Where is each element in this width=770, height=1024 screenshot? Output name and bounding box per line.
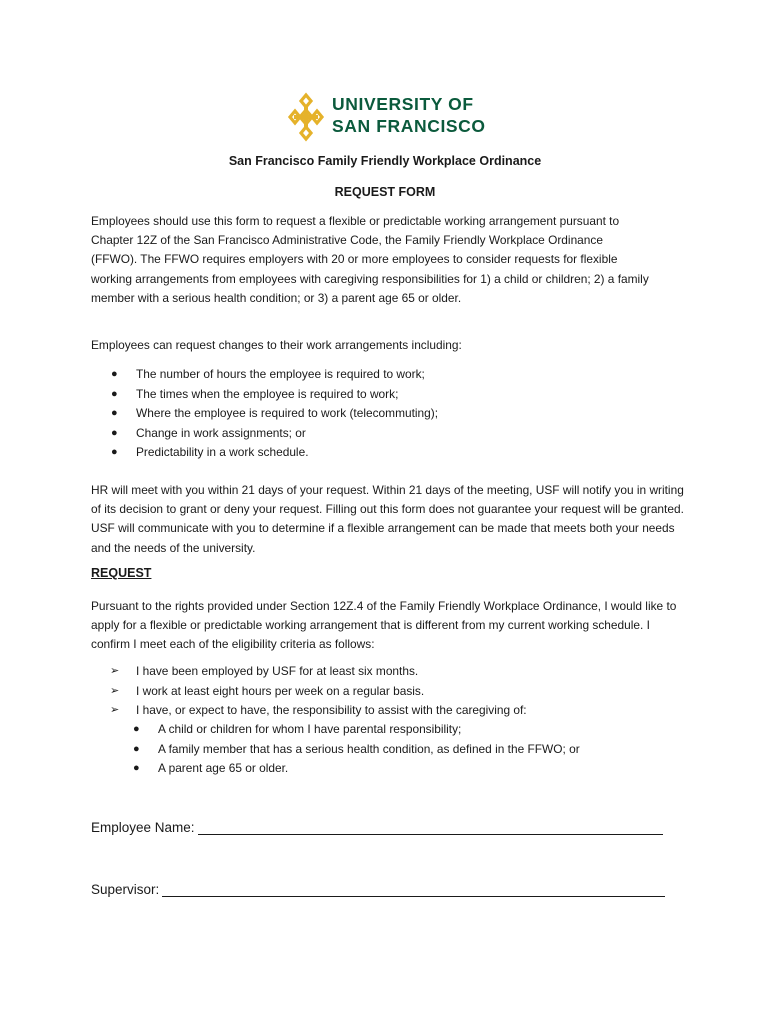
intro-paragraph: Employees should use this form to request a flexible or predictable working arrangement pursuant to Chapter 12Z of the San Francisco Administrative Code, the Family Friendly Workplace Ordinance (FFWO). The FFWO requires employers with 20 or more employees to consider requests for flexible working arrangements from employees with caregiving responsibilities for 1) a child or children; 2) a family member with a serious health condition; or 3) a parent age 65 or older. [91,214,649,305]
criteria-list [91,662,527,721]
list-item: ● Where the employee is required to work (telecommuting); [91,404,438,424]
hr-paragraph: HR will meet with you within 21 days of your request. Within 21 days of the meeting, USF will notify you in writing of its decision to grant or deny your request. Filling out this form does not guarantee your request will be granted. USF will communicate with you to determine if a flexible arrangement can be made that meets both your needs and the needs of the university. [91,483,684,555]
supervisor-row [91,882,665,897]
caregiving-list [113,720,580,779]
bullet-icon: ● [133,762,140,775]
usf-logo [284,92,494,142]
logo-line-1: UNIVERSITY OF [332,94,474,114]
list-item: ● A parent age 65 or older. [113,759,580,779]
list-item: ● Predictability in a work schedule. [91,443,438,463]
bullet-icon: ● [133,742,140,755]
employee-name-label: Employee Name: [91,820,195,835]
arrow-bullet-icon: ➢ [110,684,120,697]
request-paragraph: Pursuant to the rights provided under Section 12Z.4 of the Family Friendly Workplace Ordinance, I would like to apply for a flexible or predictable working arrangement that is different from my current working schedule. I confirm I meet each of the eligibility criteria as follows: [91,599,677,652]
bullet-icon: ● [133,723,140,735]
list-item: ● A child or children for whom I have parental responsibility; [113,720,580,740]
usf-cross-icon [284,92,328,142]
list-item: ● The times when the employee is required to work; [91,385,438,405]
list-item: ➢ I work at least eight hours per week on a regular basis. [91,682,527,702]
bullet-icon: ● [111,446,118,459]
list-item: ● Change in work assignments; or [91,424,438,444]
supervisor-label: Supervisor: [91,882,160,897]
bullet-icon: ● [111,387,118,400]
logo-wordmark [332,93,486,137]
bullet-icon: ● [111,407,118,420]
employee-name-row [91,820,663,835]
bullet-icon: ● [111,426,118,439]
employee-name-field[interactable] [198,820,663,835]
changes-list [91,365,438,463]
request-heading: REQUEST [91,566,152,580]
form-subtitle: REQUEST FORM [334,185,436,199]
bullet-icon: ● [111,368,118,380]
arrow-bullet-icon: ➢ [110,704,120,717]
changes-intro: Employees can request changes to their work arrangements including: [91,338,462,352]
list-item: ➢ I have been employed by USF for at least six months. [91,662,527,682]
form-title: San Francisco Family Friendly Workplace Ordinance [228,154,542,168]
logo-line-2: SAN FRANCISCO [332,116,486,136]
list-item: ● The number of hours the employee is required to work; [91,365,438,385]
arrow-bullet-icon: ➢ [110,665,120,677]
supervisor-field[interactable] [162,882,665,897]
list-item: ● A family member that has a serious health condition, as defined in the FFWO; or [113,740,580,760]
list-item: ➢ I have, or expect to have, the responsibility to assist with the caregiving of: [91,701,527,721]
